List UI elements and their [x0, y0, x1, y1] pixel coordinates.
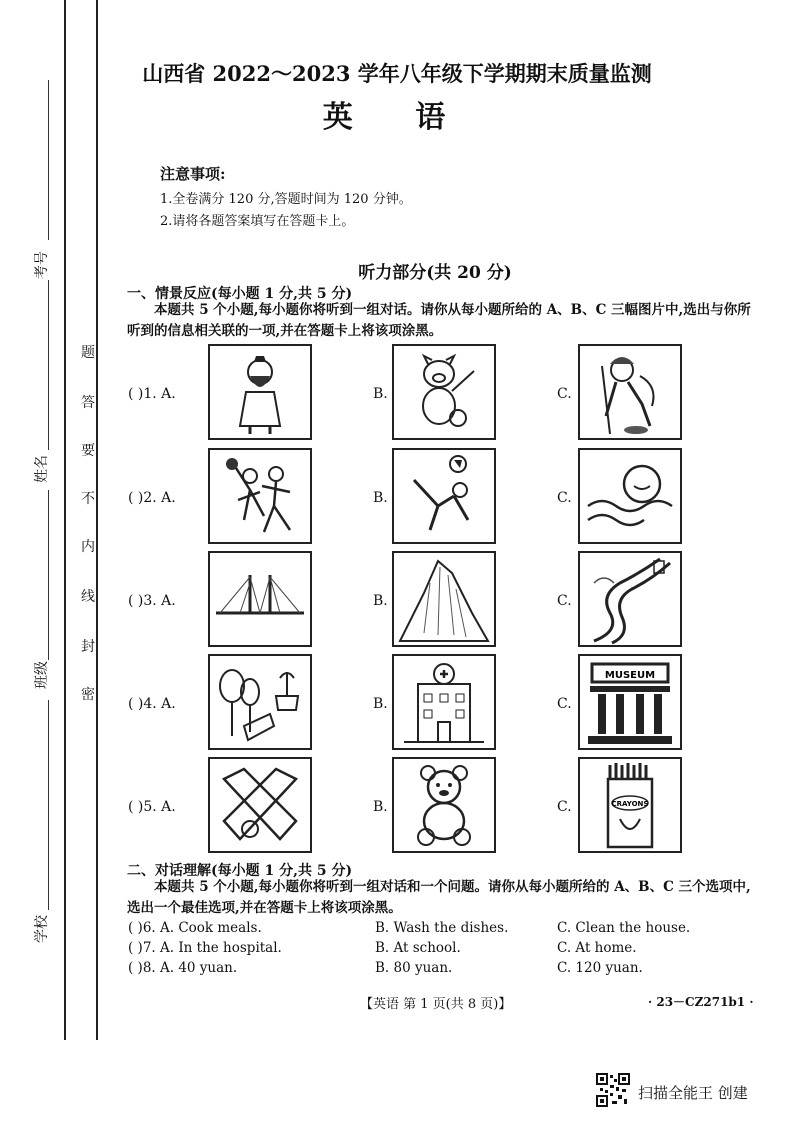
note-item: 1.全卷满分 120 分,答题时间为 120 分钟。	[160, 192, 412, 207]
listening-heading: 听力部分(共 20 分)	[358, 263, 512, 283]
question-8-label: ( )8. A. 40 yuan.	[128, 960, 238, 976]
question-7-label: ( )7. A. In the hospital.	[128, 940, 282, 956]
teddy-bear-icon[interactable]	[392, 757, 496, 853]
bearded-man-icon[interactable]	[208, 344, 312, 440]
seal-char: 线	[81, 589, 95, 605]
qr-code-icon	[596, 1073, 630, 1107]
binding-line-outer	[64, 0, 66, 1040]
great-wall-icon[interactable]	[578, 551, 682, 647]
scanner-watermark: 扫描全能王 创建	[638, 1084, 748, 1102]
question-3-label: ( )3. A.	[128, 593, 176, 609]
margin-field-name: 姓名	[34, 455, 50, 483]
school-blank[interactable]	[48, 700, 49, 910]
question-5-option-c: C.	[557, 799, 572, 815]
question-2-label: ( )2. A.	[128, 490, 176, 506]
park-icon[interactable]	[208, 654, 312, 750]
seal-char: 题	[81, 345, 95, 361]
pig-character-icon[interactable]	[392, 344, 496, 440]
seal-char: 要	[81, 443, 95, 459]
question-1-option-c: C.	[557, 386, 572, 402]
question-1-label: ( )1. A.	[128, 386, 176, 402]
question-5-option-b: B.	[373, 799, 388, 815]
question-2-option-c: C.	[557, 490, 572, 506]
binding-line-inner	[96, 0, 98, 1040]
mountain-icon[interactable]	[392, 551, 496, 647]
question-3-option-c: C.	[557, 593, 572, 609]
question-4-option-c: C.	[557, 696, 572, 712]
section2-instruction: 本题共 5 个小题,每小题你将听到一组对话和一个问题。请你从每小题所给的 A、B、C 三个选项中,选出一个最佳选项,并在答题卡上将该项涂黑。	[127, 879, 751, 916]
exam-code: · 23－CZ271b1 ·	[648, 995, 754, 1009]
question-7-option-b: B. At school.	[375, 940, 461, 956]
museum-sign-text: MUSEUM	[604, 670, 656, 681]
section2-title: 二、对话理解(每小题 1 分,共 5 分)	[127, 863, 353, 879]
monkey-king-icon[interactable]	[578, 344, 682, 440]
crayons-box-text: CRAYONS	[611, 800, 649, 808]
question-3-option-b: B.	[373, 593, 388, 609]
notes-title: 注意事项:	[160, 165, 226, 183]
question-8-option-b: B. 80 yuan.	[375, 960, 453, 976]
basketball-players-icon[interactable]	[208, 448, 312, 544]
seal-char: 答	[81, 395, 95, 411]
hospital-icon[interactable]	[392, 654, 496, 750]
question-8-option-c: C. 120 yuan.	[557, 960, 643, 976]
seal-char: 不	[81, 491, 95, 507]
section1-title: 一、情景反应(每小题 1 分,共 5 分)	[127, 286, 353, 302]
class-blank[interactable]	[48, 490, 49, 660]
section1-instruction: 本题共 5 个小题,每小题你将听到一组对话。请你从每小题所给的 A、B、C 三幅图片中,选出与你所听到的信息相关联的一项,并在答题卡上将该项涂黑。	[127, 302, 751, 339]
seal-char: 封	[81, 639, 95, 655]
margin-field-exam-number: 考号	[34, 251, 50, 279]
soccer-kick-icon[interactable]	[392, 448, 496, 544]
bridge-icon[interactable]	[208, 551, 312, 647]
seal-char: 内	[81, 539, 95, 555]
margin-field-school: 学校	[34, 915, 50, 943]
swimmer-icon[interactable]	[578, 448, 682, 544]
note-item: 2.请将各题答案填写在答题卡上。	[160, 214, 355, 229]
question-6-label: ( )6. A. Cook meals.	[128, 920, 262, 936]
question-7-option-c: C. At home.	[557, 940, 637, 956]
question-4-label: ( )4. A.	[128, 696, 176, 712]
question-5-label: ( )5. A.	[128, 799, 176, 815]
question-6-option-b: B. Wash the dishes.	[375, 920, 509, 936]
museum-icon[interactable]	[578, 654, 682, 750]
exam-title: 山西省 2022～2023 学年八年级下学期期末质量监测	[142, 61, 652, 86]
name-blank[interactable]	[48, 280, 49, 450]
page-footer: 【英语 第 1 页(共 8 页)】	[360, 997, 512, 1012]
margin-field-class: 班级	[34, 661, 50, 689]
question-2-option-b: B.	[373, 490, 388, 506]
question-4-option-b: B.	[373, 696, 388, 712]
question-6-option-c: C. Clean the house.	[557, 920, 691, 936]
crayons-icon[interactable]	[578, 757, 682, 853]
subject-title: 英 语	[322, 100, 472, 135]
scarf-icon[interactable]	[208, 757, 312, 853]
seal-char: 密	[81, 687, 95, 703]
question-1-option-b: B.	[373, 386, 388, 402]
